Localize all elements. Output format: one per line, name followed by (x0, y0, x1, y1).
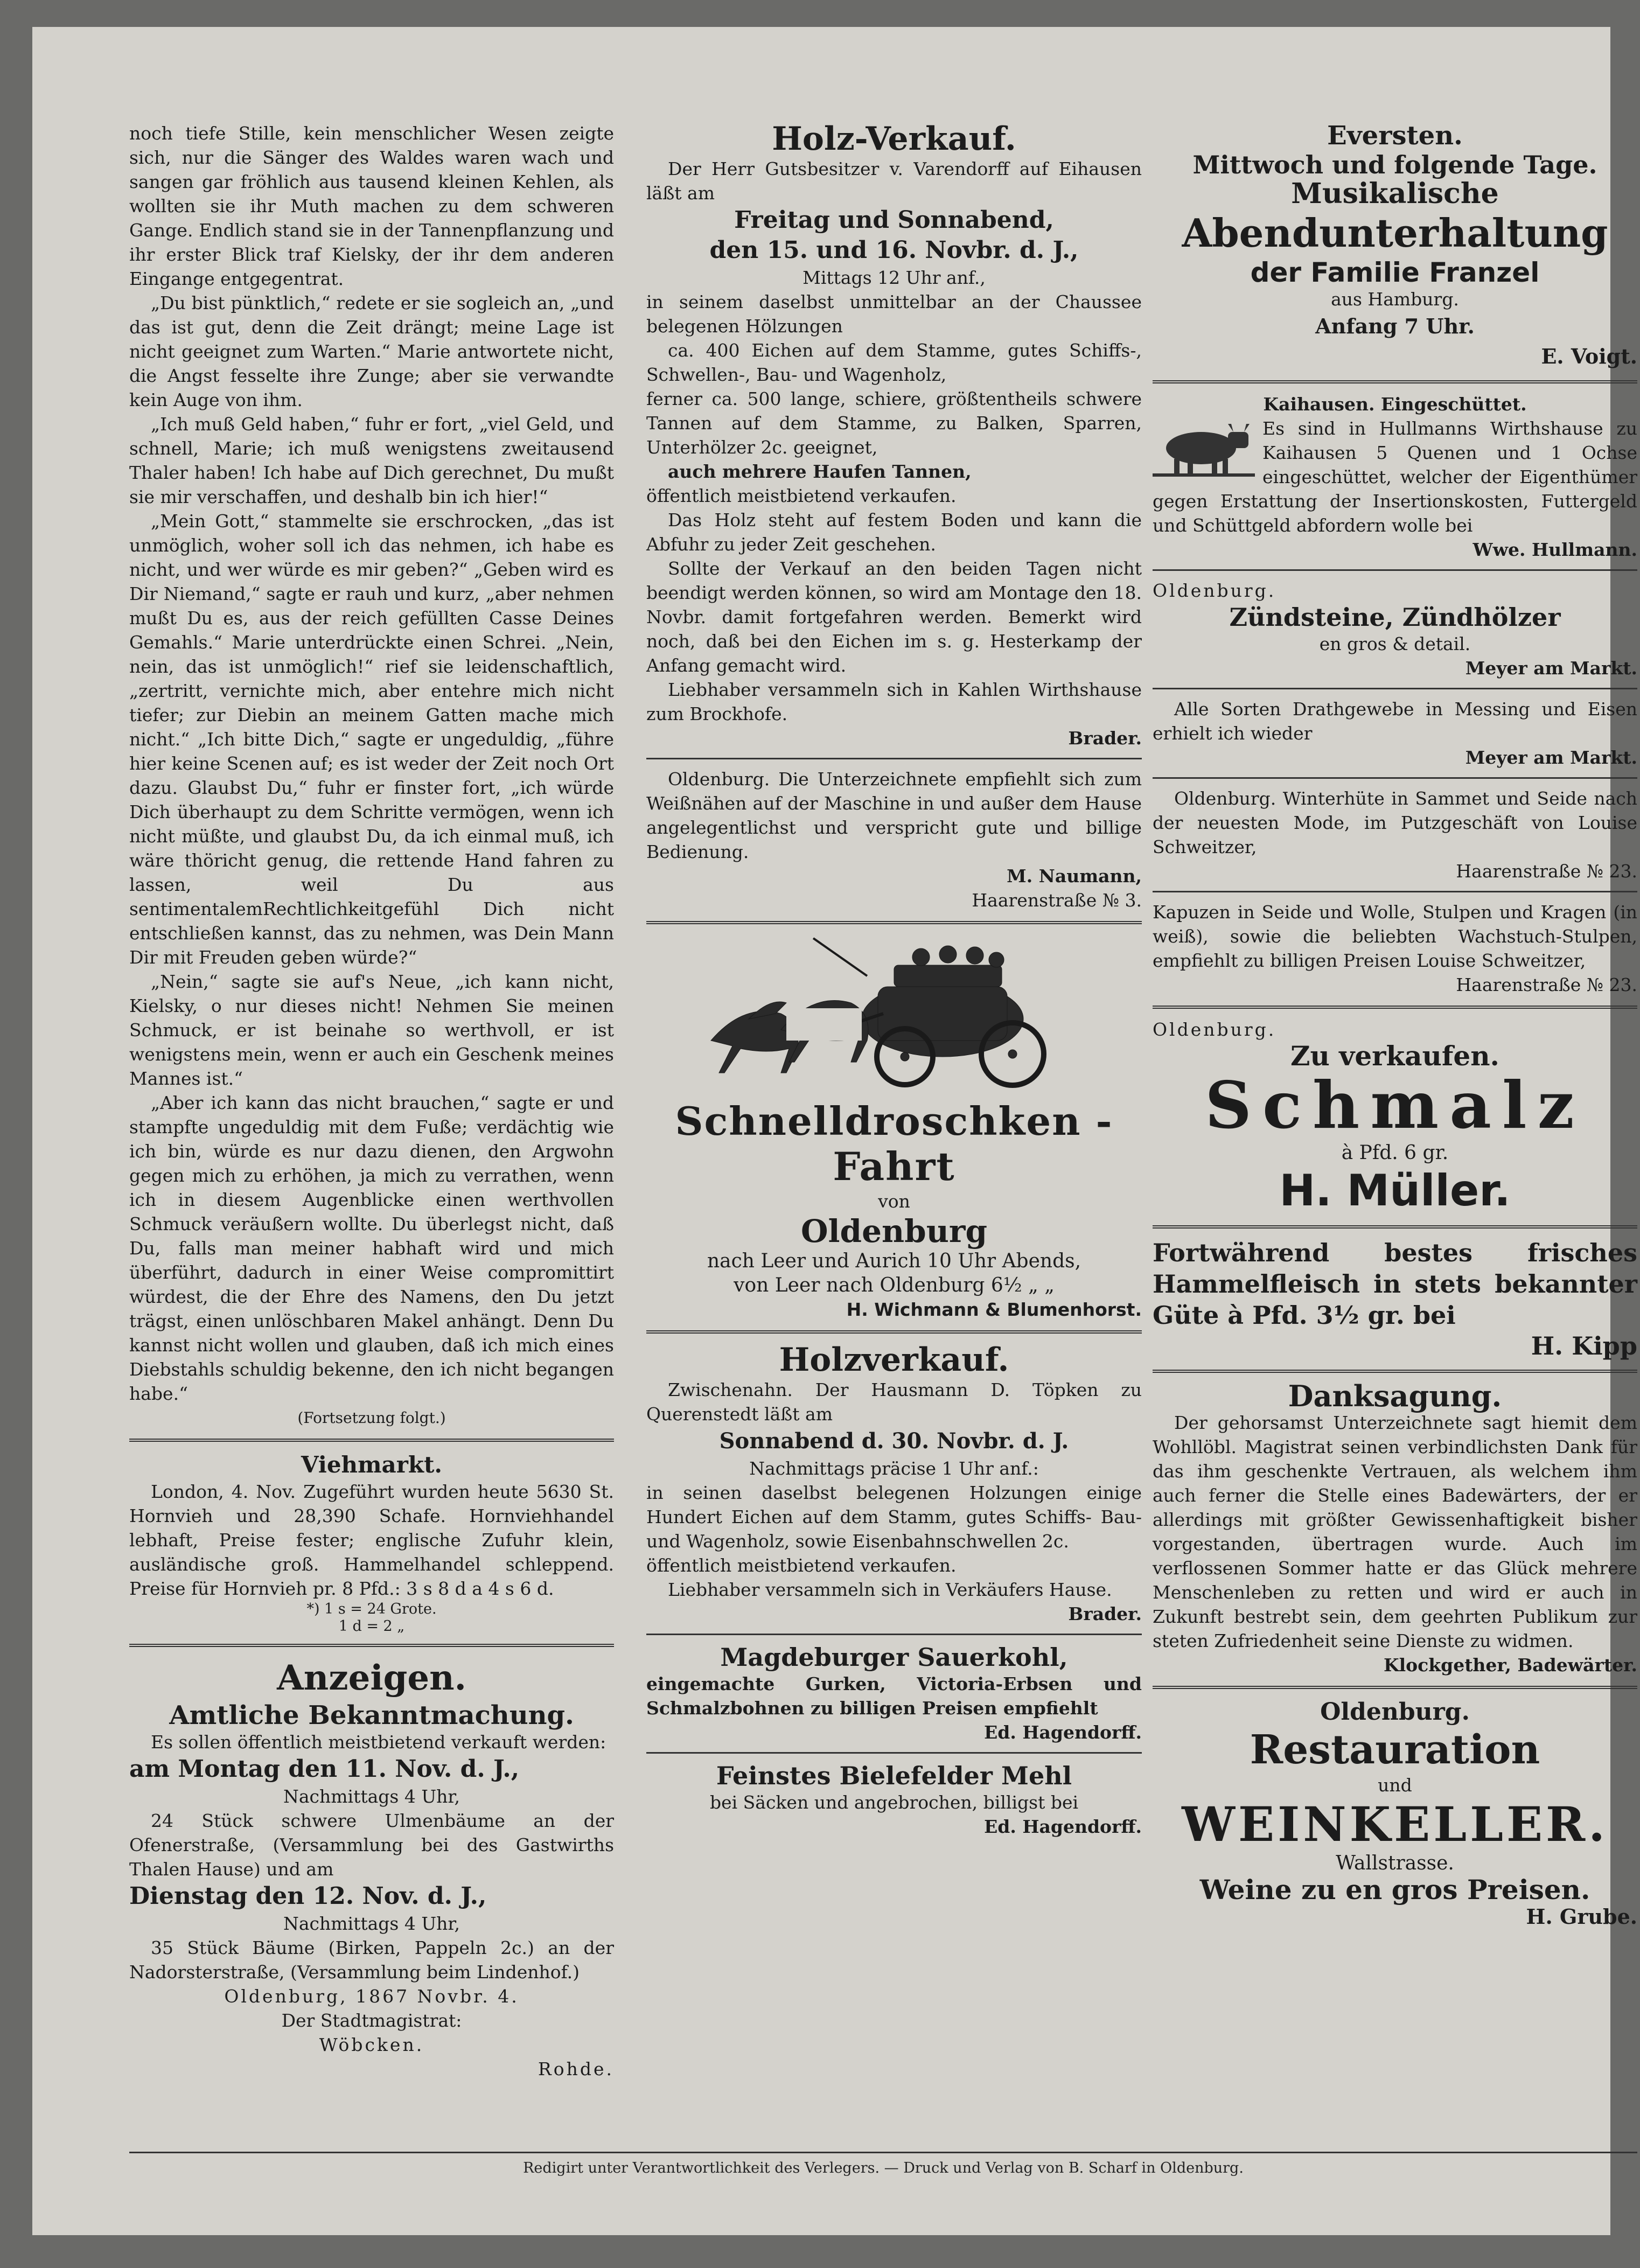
ads-heading: Anzeigen. (277, 1658, 466, 1698)
ev-from: aus Hamburg. (1331, 289, 1459, 310)
divider (1153, 1225, 1637, 1229)
imprint-footer: Redigirt unter Verantwortlichkeit des Verlegers. — Druck und Verlag von B. Scharf in Oldenburg. (129, 2152, 1637, 2176)
cattle-note: *) 1 s = 24 Grote. (306, 1601, 437, 1617)
notice-title: Amtliche Bekanntmachung. (169, 1700, 574, 1730)
rest-wine: WEINKELLER. (1182, 1796, 1608, 1852)
thanks-ad (1153, 1381, 1637, 1677)
wood-text: ferner ca. 500 lange, schiere, größtentheils schwere Tannen auf dem Stamme, zu Balken, Sparren, Unterhölzer 2c. geeignet, (646, 388, 1142, 458)
divider (646, 1752, 1142, 1754)
wood-sale-ad (646, 121, 1142, 750)
sewing-ad (646, 767, 1142, 912)
story-paragraph: „Aber ich kann das nicht brauchen,“ sagte er und stampfte ungeduldig mit dem Fuße; verdächtig wie ich bin, würde es nur dazu dienen, den Argwohn gegen mich zu erhöhen, ja mich zu verrathen, wenn ich in diesem Augenblicke einen werthvollen Schmuck veräußern wollte. Du überlegst nicht, daß Du, falls man meiner habhaft wird und mich überführt, dadurch in einer Weise compromittirt würdest, die der Ehre des Namens, den Du jetzt trägst, einen unlöschbaren Makel anhängt. Denn Du kannst nicht wollen und glauben, daß ich mich eines Diebstahls schuldig bekenne, den ich nicht begangen habe.“ (129, 1092, 614, 1404)
story-paragraph: „Ich muß Geld haben,“ fuhr er fort, „viel Geld, und schnell, Marie; ich muß wenigstens zweitausend Thaler haben! Ich habe auf Dich gerechnet, Du mußt sie mir verschaffen, und deshalb bin ich hier!“ (129, 414, 614, 507)
hood-address: Haarenstraße № 23. (1456, 974, 1637, 995)
ev-signature: E. Voigt. (1541, 344, 1637, 368)
column-3 (1153, 121, 1637, 1929)
ev-place: Eversten. (1327, 121, 1463, 151)
wood-text: Der Herr Gutsbesitzer v. Varendorff auf Eihausen läßt am (646, 158, 1142, 204)
mutton-signature: H. Kipp (1531, 1331, 1637, 1360)
wood-text: auch mehrere Haufen Tannen, (668, 461, 972, 482)
divider (1153, 1686, 1637, 1689)
livestock-ad (1153, 392, 1637, 562)
official-notice (129, 1701, 614, 2081)
rest-signature: H. Grube. (1526, 1904, 1637, 1929)
wood-text: ca. 400 Eichen auf dem Stamme, gutes Schiffs-, Schwellen-, Bau- und Wagenholz, (646, 340, 1142, 385)
wood2-text: Liebhaber versammeln sich in Verkäufers Hause. (668, 1579, 1112, 1600)
thanks-title: Danksagung. (1288, 1379, 1502, 1413)
hat-text: Oldenburg. Winterhüte in Sammet und Seide nach der neuesten Mode, im Putzgeschäft von Louise Schweitzer, (1153, 788, 1637, 857)
mutton-text: Fortwährend bestes frisches Hammelfleisch in stets bekannter Güte à Pfd. 3½ gr. bei (1153, 1238, 1637, 1330)
match-signature: Meyer am Markt. (1465, 658, 1637, 679)
notice-time: Nachmittags 4 Uhr, (283, 1786, 460, 1807)
lard-place: Oldenburg. (1153, 1019, 1276, 1040)
newspaper-page (32, 27, 1637, 2235)
lard-sell: Zu verkaufen. (1290, 1040, 1499, 1072)
ox-head: Kaihausen. Eingeschüttet. (1263, 394, 1527, 415)
ev-title: Abendunterhaltung (1182, 210, 1608, 256)
rest-und: und (1378, 1775, 1412, 1796)
divider (1153, 1370, 1637, 1373)
concert-ad (1153, 121, 1637, 372)
wood-text: Liebhaber versammeln sich in Kahlen Wirthshause zum Brockhofe. (646, 679, 1142, 724)
stagecoach-illustration (689, 933, 1099, 1094)
match-title: Zündsteine, Zündhölzer (1229, 603, 1561, 632)
thanks-signature: Klockgether, Badewärter. (1383, 1655, 1637, 1676)
wood2-title: Holzverkauf. (779, 1341, 1009, 1379)
ev-days: Mittwoch und folgende Tage. (1192, 150, 1597, 179)
wood2-text: Zwischenahn. Der Hausmann D. Töpken zu Querenstedt läßt am (646, 1379, 1142, 1425)
wood-sale-2-ad (646, 1342, 1142, 1626)
column-2 (646, 121, 1142, 1839)
divider (1153, 777, 1637, 779)
lard-price: à Pfd. 6 gr. (1341, 1142, 1449, 1164)
story-paragraph: „Nein,“ sagte sie auf's Neue, „ich kann nicht, Kielsky, o nur dieses nicht! Nehmen Sie meinen Schmuck, er ist beinahe so werthvoll, er ist wenigstens mein, wenn er auch ein Geschenk meines Mannes ist.“ (129, 971, 614, 1089)
divider (646, 921, 1142, 924)
coach-signature: H. Wichmann & Blumenhorst. (846, 1299, 1142, 1320)
story-paragraph: „Mein Gott,“ stammelte sie erschrocken, „das ist unmöglich, woher soll ich das nehmen, ich habe es nicht, und wer würde es mir geben?“ „Geben wird es Dir Niemand,“ sagte er rauh und kurz, „aber nehmen mußt Du es, aus der reich gefüllten Casse Deines Gemahls.“ Marie unterdrückte einen Schrei. „Nein, nein, das ist unmöglich!“ rief sie leidenschaftlich, „zertritt, vernichte mich, aber entehre mich nicht tiefer; zur Diebin an meinem Gatten mache mich nicht.“ „Ich bitte Dich,“ sagte er ungeduldig, „führe hier keine Scenen auf; es ist weder der Zeit noch Ort dazu. Glaubst Du,“ fuhr er finster fort, „ich würde Dich überhaupt zu dem Schritte vermögen, wenn ich nicht müßte, und glaubst Du, da ich einmal muß, ich wäre thöricht genug, die rettende Hand fahren zu lassen, weil Du aus sentimentalemRechtlichkeitgefühl Dich nicht entschließen kannst, das zu nehmen, was Dein Mann Dir mit Freuden geben würde?“ (129, 511, 614, 968)
divider (1153, 1006, 1637, 1009)
sew-name: M. Naumann, (1007, 866, 1142, 887)
wood-title: Holz-Verkauf. (772, 120, 1016, 158)
divider (646, 1330, 1142, 1334)
ev-family: der Familie Franzel (1250, 257, 1540, 288)
meal-title: Feinstes Bielefelder Mehl (716, 1761, 1072, 1790)
notice-signature: Wöbcken. (319, 2034, 424, 2055)
notice-date: am Montag den 11. Nov. d. J., (129, 1755, 520, 1783)
lard-title: Schmalz (1205, 1067, 1585, 1143)
divider (129, 1439, 614, 1442)
wood2-text: in seinen daselbst belegenen Holzungen einige Hundert Eichen auf dem Stamm, gutes Schiffs- Bau- und Wagenholz, sowie Eisenbahnschwellen 2c. (646, 1482, 1142, 1552)
wood-text: Sollte der Verkauf an den beiden Tagen nicht beendigt werden können, so wird am Montage den 18. Novbr. damit fortgefahren werden. Bemerkt wird noch, daß bei den Eichen im s. g. Hesterkamp der Anfang gemacht wird. (646, 558, 1142, 676)
story-paragraph: „Du bist pünktlich,“ redete er sie sogleich an, „und das ist gut, denn die Zeit drängt; meine Lage ist nicht geeignet zum Warten.“ Marie antwortete nicht, die Angst fesselte ihre Zunge; aber sie verwandte kein Auge von ihm. (129, 292, 614, 410)
divider (1153, 569, 1637, 571)
ox-signature: Wwe. Hullmann. (1472, 539, 1637, 560)
hats-ad (1153, 786, 1637, 883)
wood-date: Freitag und Sonnabend, (734, 206, 1054, 234)
kraut-title: Magdeburger Sauerkohl, (720, 1643, 1068, 1672)
wood-signature: Brader. (1068, 728, 1142, 749)
mutton-ad (1153, 1237, 1637, 1361)
match-place: Oldenburg. (1153, 580, 1276, 601)
match-sub: en gros & detail. (1319, 633, 1471, 654)
column-1 (129, 121, 614, 2081)
serial-story (129, 121, 614, 1430)
cattle-title: Viehmarkt. (301, 1451, 442, 1478)
sew-address: Haarenstraße № 3. (972, 890, 1142, 911)
coach-title: Schnelldroschken - Fahrt (675, 1098, 1113, 1189)
thanks-text: Der gehorsamst Unterzeichnete sagt hiemit dem Wohllöbl. Magistrat seinen verbindlichsten Dank für das ihm geschenkte Vertrauen, als welchem ihm auch ferner die Stelle eines Badewärters, der er allerdings mit größter Gewissenhaftigkeit bisher vorgestanden, übertragen wurde. Auch im verflossenen Sommer hatte er das Glück mehrere Menschenleben zu retten und wird er auch in Zukunft bestrebt sein, dem geehrten Publikum zur steten Zufriedenheit seine Dienste zu widmen. (1153, 1412, 1637, 1651)
wood-time: Mittags 12 Uhr anf., (802, 267, 986, 288)
matches-ad (1153, 578, 1637, 680)
notice-signature: Rohde. (538, 2058, 614, 2079)
meal-text: bei Säcken und angebrochen, billigst bei (709, 1792, 1079, 1813)
lard-ad (1153, 1017, 1637, 1217)
cattle-market (129, 1450, 614, 1635)
coach-route: von Leer nach Oldenburg 6½ „ „ (734, 1274, 1055, 1296)
wire-signature: Meyer am Markt. (1465, 747, 1637, 768)
rest-slogan: Weine zu en gros Preisen. (1199, 1874, 1590, 1906)
divider (1153, 891, 1637, 892)
hoods-ad (1153, 900, 1637, 997)
sew-text: Oldenburg. Die Unterzeichnete empfiehlt sich zum Weißnähen auf der Maschine in und außer dem Hause angelegentlichst und verspricht gute und billige Bedienung. (646, 769, 1142, 862)
wood2-text: öffentlich meistbietend verkaufen. (646, 1555, 957, 1576)
ev-start: Anfang 7 Uhr. (1315, 314, 1475, 338)
ev-music: Musikalische (1291, 177, 1499, 210)
hood-text: Kapuzen in Seide und Wolle, Stulpen und Kragen (in weiß), sowie die beliebten Wachstuch-Stulpen, empfiehlt zu billigen Preisen Louise Schweitzer, (1153, 902, 1637, 971)
coach-city: Oldenburg (800, 1213, 988, 1250)
wood2-signature: Brader. (1068, 1603, 1142, 1624)
divider (646, 1634, 1142, 1635)
notice-office: Der Stadtmagistrat: (281, 2010, 462, 2031)
hat-address: Haarenstraße № 23. (1456, 861, 1637, 882)
divider (129, 1644, 614, 1647)
wood-text: in seinem daselbst unmittelbar an der Chaussee belegenen Hölzungen (646, 291, 1142, 337)
kraut-text: eingemachte Gurken, Victoria-Erbsen und Schmalzbohnen zu billigen Preisen empfiehlt (646, 1673, 1142, 1719)
wire-ad (1153, 697, 1637, 770)
coach-ad (646, 933, 1142, 1322)
wood2-time: Nachmittags präcise 1 Uhr anf.: (749, 1458, 1039, 1479)
kraut-signature: Ed. Hagendorff. (984, 1722, 1142, 1743)
wood-text: Das Holz steht auf festem Boden und kann die Abfuhr zu jeder Zeit geschehen. (646, 510, 1142, 555)
story-paragraph: noch tiefe Stille, kein menschlicher Wesen zeigte sich, nur die Sänger des Waldes waren wach und sangen gar fröhlich aus tausend kleinen Kehlen, als wollten sie ihr Muth machen zu dem schweren Gange. Endlich stand sie in der Tannenpflanzung und ihr erster Blick traf Kielsky, der ihr dem anderen Eingange entgegentrat. (129, 123, 614, 289)
ox-icon (1153, 418, 1255, 478)
notice-intro: Es sollen öffentlich meistbietend verkauft werden: (151, 1732, 606, 1753)
wood-date: den 15. und 16. Novbr. d. J., (709, 236, 1079, 264)
divider (1153, 380, 1637, 383)
coach-von: von (878, 1191, 910, 1212)
notice-item: 35 Stück Bäume (Birken, Pappeln 2c.) an der Nadorsterstraße, (Versammlung beim Lindenhof.) (129, 1937, 614, 1983)
notice-time: Nachmittags 4 Uhr, (283, 1913, 460, 1934)
wood-text: öffentlich meistbietend verkaufen. (646, 485, 957, 506)
notice-item: 24 Stück schwere Ulmenbäume an der Ofenerstraße, (Versammlung bei des Gastwirths Thalen Hause) und am (129, 1810, 614, 1880)
restaurant-ad (1153, 1698, 1637, 1929)
rest-street: Wallstrasse. (1336, 1852, 1454, 1874)
cattle-text: London, 4. Nov. Zugeführt wurden heute 5630 St. Hornvieh und 28,390 Schafe. Hornviehhandel lebhaft, Preise fester; englische Zufuhr klein, ausländische groß. Hammelhandel schleppend. Preise für Hornvieh pr. 8 Pfd.: 3 s 8 d a 4 s 6 d. (129, 1481, 614, 1599)
wire-text: Alle Sorten Drathgewebe in Messing und Eisen erhielt ich wieder (1153, 699, 1637, 744)
flour-ad (646, 1761, 1142, 1839)
coach-route: nach Leer und Aurich 10 Uhr Abends, (707, 1250, 1081, 1272)
wood2-date: Sonnabend d. 30. Novbr. d. J. (719, 1428, 1069, 1454)
continued-note: (Fortsetzung folgt.) (297, 1409, 446, 1427)
lard-signature: H. Müller. (1279, 1166, 1511, 1216)
notice-date: Dienstag den 12. Nov. d. J., (129, 1882, 487, 1910)
notice-place: Oldenburg, 1867 Novbr. 4. (224, 1986, 519, 2007)
divider (1153, 688, 1637, 689)
sauerkraut-ad (646, 1643, 1142, 1744)
rest-title: Restauration (1250, 1727, 1540, 1773)
meal-signature: Ed. Hagendorff. (984, 1816, 1142, 1837)
divider (646, 758, 1142, 759)
cattle-note: 1 d = 2 „ (338, 1618, 405, 1635)
rest-place: Oldenburg. (1320, 1698, 1470, 1726)
ox-text: Es sind in Hullmanns Wirthshause zu Kaihausen 5 Quenen und 1 Ochse eingeschüttet, welcher der Eigenthümer gegen Erstattung der Insertionskosten, Futtergeld und Schüttgeld abfordern wolle bei (1153, 418, 1637, 536)
